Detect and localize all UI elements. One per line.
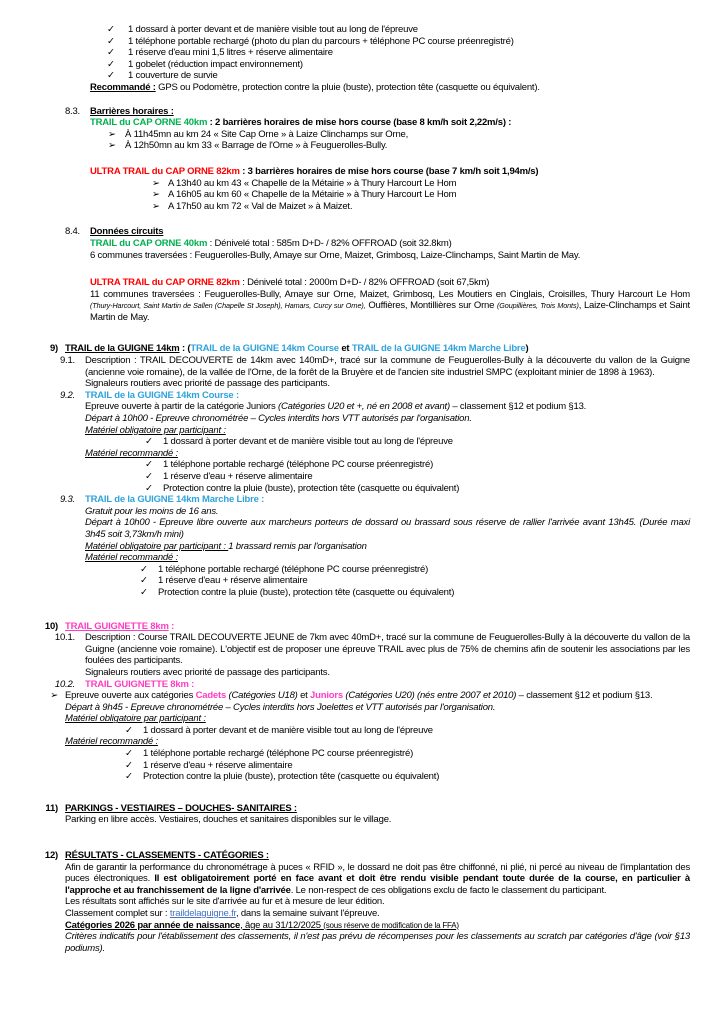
arrow-bullet-icon: ➢ (152, 189, 160, 201)
trail-40km-name: TRAIL du CAP ORNE 40km (90, 237, 208, 249)
section-heading (44, 620, 690, 633)
materiel-oblig-heading (85, 425, 690, 437)
checklist-row (125, 771, 690, 783)
depart-line (65, 702, 690, 714)
checklist-row (145, 471, 690, 483)
check-icon: ✓ (125, 724, 133, 736)
resultats-line (65, 896, 690, 908)
checklist-item: 1 réserve d'eau + réserve alimentaire (143, 759, 293, 771)
subsection-number: 9.2. (59, 389, 75, 401)
checklist-item: 1 gobelet (réduction impact environnement) (128, 58, 303, 70)
signaleurs-text: Signaleurs routiers avec priorité de passage des participants. (85, 666, 330, 678)
depart-line (85, 517, 690, 540)
section-title: TRAIL de la GUIGNE 14km (65, 343, 180, 355)
recommande-label: Recommandé : (90, 81, 156, 93)
criteres-paragraph (65, 931, 690, 954)
check-icon: ✓ (145, 471, 153, 482)
subsection-number: 10.2. (54, 678, 75, 690)
parking-line (65, 814, 690, 826)
checklist-row (125, 725, 690, 737)
section-number: 12) (44, 850, 58, 862)
eligibility-line (85, 401, 690, 413)
ultra-82km-name: ULTRA TRAIL du CAP ORNE 82km (90, 165, 240, 177)
eligibility-detail: (Catégories U18) (226, 690, 301, 702)
arrow-bullet-icon: ➢ (50, 690, 58, 702)
section-title: RÉSULTATS - CLASSEMENTS - CATÉGORIES : (65, 850, 269, 862)
heading-sep: : (168, 620, 175, 632)
section-title: PARKINGS - VESTIAIRES – DOUCHES- SANITAIRES : (65, 802, 297, 814)
ultra82-communes (90, 289, 690, 324)
recommande-text: GPS ou Podomètre, protection contre la pluie (buste), protection tête (casquette ou équivalent). (155, 81, 540, 93)
section-heading (49, 343, 690, 355)
barrier-item (108, 140, 690, 152)
trail-40km-stats: : Dénivelé total : 585m D+D- / 82% OFFROAD (soit 32.8km) (207, 237, 452, 249)
section-heading (45, 802, 690, 815)
heading-sep: : ( (179, 343, 191, 355)
checklist-item: 1 téléphone portable rechargé (téléphone PC course préenregistré) (143, 748, 414, 760)
communes-text: 6 communes traversées : Feuguerolles-Bully, Amaye sur Orne, Maizet, Grimbosq, Laize-Clinchamps, Saint Martin de May. (90, 249, 581, 261)
materiel-reco-heading (65, 736, 690, 748)
section-heading (64, 105, 690, 118)
checklist-item: Protection contre la pluie (buste), protection tête (casquette ou équivalent) (158, 586, 455, 598)
ultra82-data-line (90, 277, 690, 289)
materiel-oblig-label: Matériel obligatoire par participant : (85, 540, 229, 552)
communes-text: , Laize-Clinchamps et Saint Martin de May. (90, 300, 690, 323)
ultra-82km-desc: : 3 barrières horaires de mise hors course (base 7 km/h soit 1,94m/s) (239, 165, 539, 177)
checklist-row (107, 47, 690, 59)
eligibility-text: Epreuve ouverte aux catégories (65, 690, 196, 702)
section-number: 9) (49, 343, 58, 355)
section-8-3 (0, 106, 690, 213)
gratuit-line (85, 506, 690, 518)
depart-text: Départ à 10h00 - Epreuve libre ouverte aux marcheurs porteurs de dossard ou brassard sous réserve de rallier l'arrivée avant 13h45. (Durée maxi 3h45 soit 3,73km/h mini) (85, 517, 690, 540)
eligibility-text: – classement §12 et podium §13. (516, 690, 653, 702)
depart-text: Départ à 9h45 - Epreuve chronométrée – Cycles interdits hors Joelettes et VTT autorisés par l'organisation. (65, 701, 496, 713)
ultra-82km-stats: : Dénivelé total : 2000m D+D- / 82% OFFROAD (soit 67,5km) (239, 277, 490, 289)
rfid-bold-text: Il est obligatoirement porté en face avant et doit être rendu visible pendant toute durée de la course, en particulier à l'approche et au franchissement de la ligne d'arrivée (65, 873, 690, 896)
categories-line (65, 920, 690, 932)
checklist-item: 1 dossard à porter devant et de manière visible tout au long de l'épreuve (163, 436, 453, 448)
parking-text: Parking en libre accès. Vestiaires, douches et sanitaires disponibles sur le village. (65, 814, 392, 826)
checklist-row (125, 760, 690, 772)
checklist-row (140, 575, 690, 587)
communes-detail: (Thury-Harcourt, Saint Martin de Sallen (Chapelle St Joseph), Hamars, Curcy sur Orne), (90, 301, 366, 311)
arrow-bullet-icon: ➢ (152, 177, 160, 189)
subsection-number: 9.1. (59, 355, 75, 367)
trail40-data-line (90, 238, 690, 250)
section-10 (0, 621, 690, 783)
communes-text: 11 communes traversées : Feuguerolles-Bully, Amaye sur Orne, Maizet, Grimbosq, Les Moutiers en Cinglais, Croisilles, Thury Harcourt Le Hom (90, 288, 690, 300)
eligibility-line (50, 690, 690, 702)
checklist-row (125, 748, 690, 760)
checklist-item: 1 dossard à porter devant et de manière visible tout au long de l'épreuve (128, 24, 418, 35)
heading-sep: ) (525, 343, 529, 355)
checklist-row (145, 436, 690, 448)
recommande-row (90, 82, 690, 94)
check-icon: ✓ (140, 586, 148, 598)
subsection-number: 9.3. (59, 494, 75, 506)
communes-detail: (Goupillières, Trois Monts) (497, 301, 579, 311)
section-number: 8.3. (64, 105, 80, 117)
description-text: Description : Course TRAIL DECOUVERTE JEUNE de 7km avec 40mD+, tracé sur la commune de Feuguerolles-Bully à la découverte du vallon de la Guigne (ancienne voie romaine). L'objectif est de proposer une épreuve TRAIL avec plus de 75% de chemins afin de soutenir les associations par les foulées des participants. (85, 632, 690, 667)
check-icon: ✓ (107, 47, 115, 59)
classement-text: Classement complet sur : (65, 908, 170, 919)
materiel-reco-heading (85, 552, 690, 564)
subsection-10-1 (54, 632, 690, 667)
section-heading (44, 850, 690, 862)
materiel-reco-heading (85, 448, 690, 460)
barrier-item (152, 189, 690, 201)
checklist-row (107, 70, 690, 82)
check-icon: ✓ (145, 436, 153, 448)
communes-text: Ouffières, Montillières sur Orne (365, 300, 498, 312)
materiel-oblig-label: Matériel obligatoire par participant : (65, 713, 206, 725)
eligibility-text: – classement §12 et podium §13. (449, 401, 587, 413)
trail40-barrier-line (90, 117, 690, 129)
guigne-marche-name: TRAIL de la GUIGNE 14km Marche Libre (351, 343, 526, 355)
section-8-4 (0, 226, 690, 323)
materiel-reco-label: Matériel recommandé : (85, 552, 178, 564)
gratuit-text: Gratuit pour les moins de 16 ans. (85, 505, 219, 517)
eligibility-detail: (Catégories U20 et +, né en 2008 et avant) (277, 401, 450, 413)
arrow-bullet-icon: ➢ (108, 140, 116, 152)
barrier-text: À 12h50mn au km 33 « Barrage de l'Orne » à Feuguerolles-Bully. (125, 140, 388, 152)
categories-label: Catégories 2026 par année de naissance (65, 919, 241, 931)
check-icon: ✓ (140, 575, 148, 587)
checklist-row (145, 483, 690, 495)
trail-40km-name: TRAIL du CAP ORNE 40km (90, 117, 208, 129)
criteres-text: Critères indicatifs pour l'établissement des classements, il n'est pas prévu de récompenses pour les classements au scratch par catégories d'âge (voir §13 podiums). (65, 931, 690, 954)
subsection-title: TRAIL de la GUIGNE 14km Marche Libre : (85, 494, 265, 506)
heading-sep: et (338, 343, 352, 355)
subsection-9-3-heading (59, 494, 690, 506)
barrier-text: A 17h50 au km 72 « Val de Maizet » à Maizet. (168, 200, 353, 212)
check-icon: ✓ (107, 58, 115, 70)
rfid-text: Afin de garantir la performance du chronométrage à puces « RFID », le dossard ne doit pas être chiffonné, ni plié, ni percé au niveau de l'implantation des puces électroniques. (65, 861, 690, 885)
resultats-text: Les résultats sont affichés sur le site d'arrivée au fur et à mesure de leur édition. (65, 896, 385, 908)
arrow-bullet-icon: ➢ (108, 128, 116, 140)
check-icon: ✓ (125, 771, 133, 783)
checklist-item: 1 téléphone portable rechargé (téléphone PC course préenregistré) (158, 563, 429, 575)
signaleurs-line (85, 667, 690, 679)
categories-note: (sous réserve de modification de la FFA) (323, 920, 459, 930)
ultra-82km-name: ULTRA TRAIL du CAP ORNE 82km (90, 277, 240, 289)
materiel-oblig-heading (65, 713, 690, 725)
materiel-oblig-label: Matériel obligatoire par participant : (85, 424, 226, 436)
barrier-text: A 16h05 au km 60 « Chapelle de la Métairie » à Thury Harcourt Le Hom (168, 189, 457, 201)
section-9 (0, 343, 690, 598)
section-11 (0, 803, 690, 826)
checklist-item: 1 téléphone portable rechargé (photo du plan du parcours + téléphone PC course préenregistré) (128, 35, 514, 47)
guigne-course-name: TRAIL de la GUIGNE 14km Course (190, 343, 339, 355)
trail-40km-desc: : 2 barrières horaires de mise hors course (base 8 km/h soit 2,22m/s) : (207, 117, 512, 129)
section-title: Données circuits (90, 226, 164, 238)
equipment-checklist (0, 24, 690, 94)
signaleurs-text: Signaleurs routiers avec priorité de passage des participants. (85, 378, 330, 390)
eligibility-detail: (Catégories U20) (nés entre 2007 et 2010) (342, 690, 517, 702)
juniors-label: Juniors (310, 690, 343, 702)
subsection-9-1 (59, 355, 690, 378)
subsection-9-2-heading (59, 389, 690, 402)
checklist-row (107, 36, 690, 48)
checklist-row (145, 459, 690, 471)
materiel-oblig-text: 1 brassard remis par l'organisation (228, 540, 367, 552)
barrier-text: A 13h40 au km 43 « Chapelle de la Métairie » à Thury Harcourt Le Hom (168, 177, 457, 189)
check-icon: ✓ (125, 748, 133, 760)
checklist-item: 1 réserve d'eau mini 1,5 litres + réserve alimentaire (128, 47, 333, 59)
guignette-title: TRAIL GUIGNETTE 8km (65, 620, 169, 632)
barrier-item (152, 201, 690, 213)
rfid-paragraph (65, 862, 690, 897)
checklist-item: 1 dossard à porter devant et de manière visible tout au long de l'épreuve (143, 724, 433, 736)
check-icon: ✓ (107, 70, 115, 82)
section-12 (0, 850, 690, 954)
checklist-item: Protection contre la pluie (buste), protection tête (casquette ou équivalent) (163, 482, 460, 494)
checklist-item: Protection contre la pluie (buste), protection tête (casquette ou équivalent) (143, 771, 440, 783)
section-title: Barrières horaires : (90, 105, 174, 117)
check-icon: ✓ (107, 35, 115, 47)
description-text: Description : TRAIL DECOUVERTE de 14km avec 140mD+, tracé sur la commune de Feuguerolles-Bully à la découverte du vallon de la Guigne (ancienne voie romaine), de la vallée de l'Orne, de la forêt de la Bruyère et de l'ancien site industriel SMPC (exploitant minier de 1898 à 1963). (85, 355, 690, 378)
section-heading (64, 226, 690, 238)
arrow-bullet-icon: ➢ (152, 200, 160, 212)
classement-line (65, 908, 690, 920)
section-number: 10) (44, 620, 58, 632)
check-icon: ✓ (145, 482, 153, 494)
checklist-item: 1 téléphone portable rechargé (téléphone PC course préenregistré) (163, 459, 434, 471)
check-icon: ✓ (145, 459, 153, 471)
eligibility-text: Epreuve ouverte à partir de la catégorie Juniors (85, 401, 278, 413)
classement-text: , dans la semaine suivant l'épreuve. (235, 908, 380, 919)
check-icon: ✓ (107, 24, 115, 35)
section-number: 11) (45, 802, 58, 814)
subsection-title: TRAIL de la GUIGNE 14km Course : (85, 389, 239, 401)
depart-text: Départ à 10h00 - Epreuve chronométrée – Cycles interdits hors VTT autorisés par l'organisation. (85, 413, 472, 425)
depart-line (85, 413, 690, 425)
check-icon: ✓ (125, 759, 133, 771)
materiel-reco-label: Matériel recommandé : (65, 736, 158, 748)
materiel-reco-label: Matériel recommandé : (85, 447, 178, 459)
ultra82-barrier-line (90, 166, 690, 178)
check-icon: ✓ (140, 563, 148, 575)
link-traildelaguigne[interactable]: traildelaguigne.fr (169, 908, 236, 919)
checklist-row (107, 24, 690, 36)
subsection-title: TRAIL GUIGNETTE 8km : (85, 678, 195, 690)
checklist-row (140, 564, 690, 576)
checklist-item: 1 couverture de survie (128, 70, 218, 82)
rfid-text: . Le non-respect de ces obligations exclu de facto le classement du participant. (290, 884, 607, 896)
barrier-item (152, 178, 690, 190)
subsection-number: 10.1. (54, 632, 75, 644)
categories-age: , âge au 31/12/2025 (240, 919, 324, 931)
cadets-label: Cadets (195, 690, 227, 702)
checklist-item: 1 réserve d'eau + réserve alimentaire (163, 471, 313, 482)
materiel-oblig-heading (85, 541, 690, 553)
trail40-communes (90, 250, 690, 262)
checklist-row (140, 587, 690, 599)
subsection-10-2-heading (54, 678, 690, 691)
barrier-text: À 11h45mn au km 24 « Site Cap Orne » à Laize Clinchamps sur Orne, (125, 128, 409, 140)
section-number: 8.4. (64, 226, 80, 238)
barrier-item (108, 129, 690, 141)
checklist-item: 1 réserve d'eau + réserve alimentaire (158, 575, 308, 587)
checklist-row (107, 59, 690, 71)
signaleurs-line (85, 378, 690, 390)
eligibility-text: et (300, 690, 311, 702)
